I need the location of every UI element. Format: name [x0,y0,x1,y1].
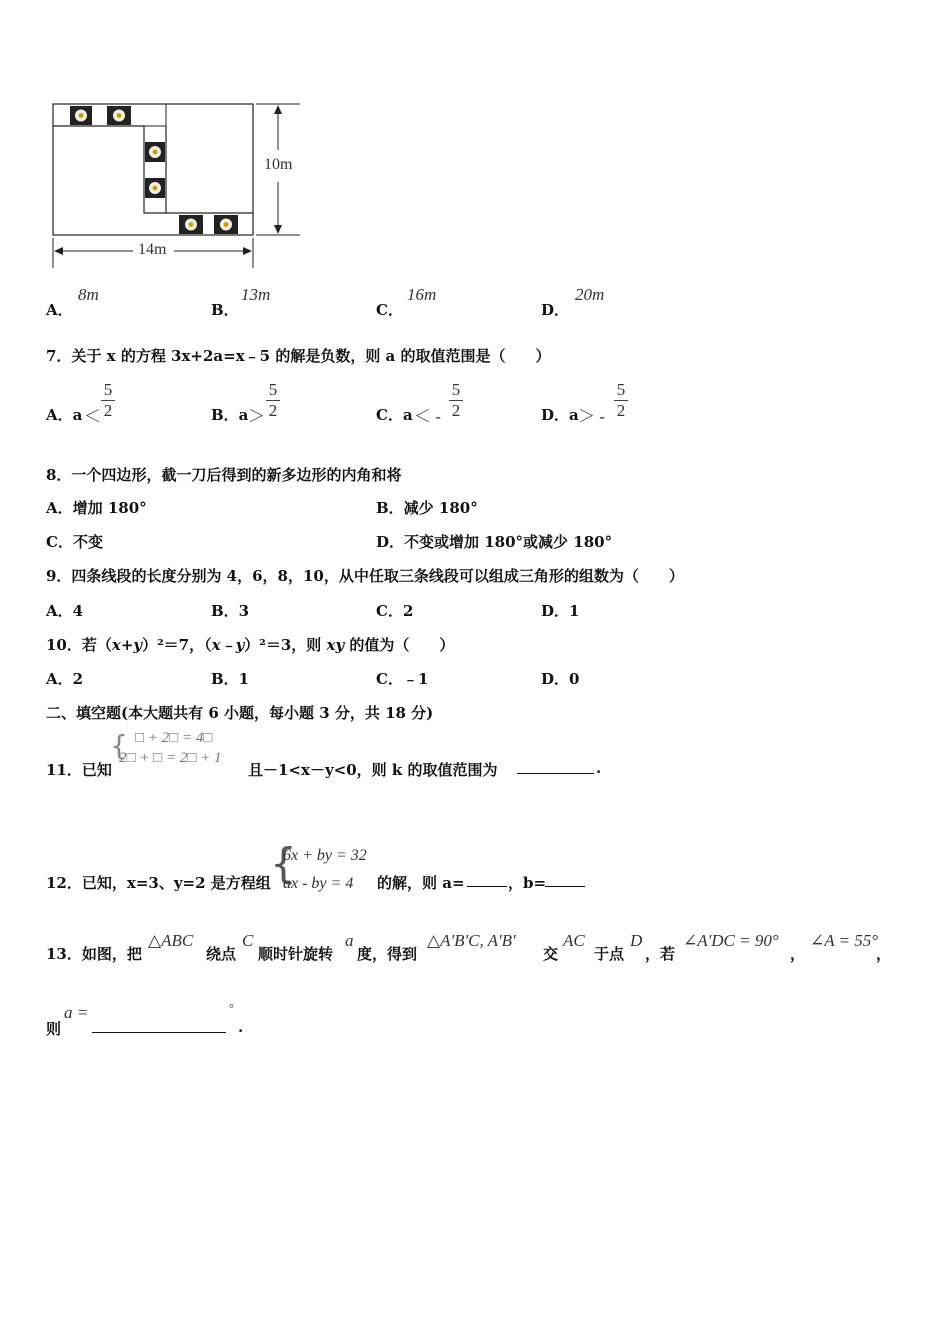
q12-sep: ，b= [508,874,547,892]
flower-tile [145,178,165,198]
q13-end: . [238,1018,244,1036]
q8-option-c: C．不变 [46,533,103,551]
q8-option-b: B．减少 180° [376,499,478,517]
q11-eq2: 2□ + □ = 2□ + 1 [119,750,222,766]
q13-degree: ° [229,1001,234,1015]
q13-a-eq: a = [64,1003,89,1022]
q7-option-c-letter: C．a [376,406,413,424]
q7-option-a-letter: A．a [46,406,83,424]
q7-option-a-fraction: 5 2 [101,381,115,420]
q8-option-d: D．不变或增加 180°或减少 180° [376,533,613,551]
q13-angle-adc: ∠A'DC = 90° [683,931,779,950]
q7-option-d-letter: D．a [541,406,579,424]
q9-option-d: D．1 [541,602,580,620]
q6-option-a-value: 8m [78,285,99,304]
q6-option-b-letter: B． [211,301,239,319]
q12-mid: 的解，则 a= [377,874,465,892]
flower-tile [107,106,131,125]
path-lower [53,126,253,213]
q12-prefix: 12．已知，x=3、y=2 是方程组 [46,874,271,892]
q13-triangle-abc: △ABC [148,931,194,950]
q13-t7: ，若 [645,945,676,963]
q6-option-d-value: 20m [575,285,605,304]
q7-option-b-fraction: 5 2 [266,381,280,420]
q10-option-b: B．1 [211,670,250,688]
flower-tile [70,106,92,125]
q13-t3: 顺时针旋转 [258,945,334,963]
q9-option-c: C．2 [376,602,414,620]
q11-answer-blank[interactable] [517,759,594,774]
q12-b-blank[interactable] [545,872,585,887]
q10-stem: 10．若（x+y）²＝7，（x﹣y）²＝3，则 xy 的值为（ ） [46,636,455,654]
q8-option-a: A．增加 180° [46,499,147,517]
flower-tile [179,215,203,234]
q8-stem: 8．一个四边形，截一刀后得到的新多边形的内角和将 [46,466,402,484]
height-label: 10m [264,156,293,173]
garden-figure-svg [48,98,308,270]
q12-brace: { [270,839,297,888]
q13-triangle-a-prime: △A'B'C, A'B' [427,931,516,950]
q13-comma2: ， [876,945,892,963]
flower-tile [145,142,165,162]
q7-option-a-rel: ＜ [84,407,101,426]
q9-option-a: A．4 [46,602,84,620]
q11-suffix: 且－1<x－y<0，则 k 的取值范围为 [248,761,498,779]
q6-option-a-letter: A． [46,301,73,319]
q7-option-d-rel: ＞ - [578,407,605,426]
q12-eq2: ax - by = 4 [283,875,354,892]
q13-line2-prefix: 则 [46,1020,62,1038]
q6-option-d-letter: D． [541,301,570,319]
q13-angle-a: ∠A = 55° [810,931,879,950]
q13-t5: 交 [543,945,559,963]
width-label: 14m [138,241,167,258]
q6-option-c-value: 16m [407,285,437,304]
q9-stem: 9．四条线段的长度分别为 4，6，8，10，从中任取三条线段可以组成三角形的组数为（ ） [46,567,684,585]
q7-option-b-letter: B．a [211,406,249,424]
q13-alpha: a [345,931,354,950]
garden-figure [48,98,308,270]
q13-t2: 绕点 [206,945,237,963]
q10-option-d: D．0 [541,670,580,688]
q13-t6: 于点 [594,945,625,963]
q10-option-a: A．2 [46,670,84,688]
q11-prefix: 11．已知 [46,761,112,779]
q7-option-b-rel: ＞ [248,407,265,426]
q7-option-c-fraction: 5 2 [449,381,463,420]
q10-option-c: C．﹣1 [376,670,429,688]
q11-end: . [596,759,602,777]
q12-eq1: 6x + by = 32 [283,847,367,864]
q13-comma1: ， [790,945,806,963]
q11-eq1: □ + 2□ = 4□ [135,730,213,746]
q7-option-c-rel: ＜ - [414,407,441,426]
q13-t4: 度，得到 [357,945,418,963]
q11-brace: { [110,729,128,762]
q6-option-c-letter: C． [376,301,403,319]
q13-point-c: C [242,931,254,950]
section-heading: 二、填空题(本大题共有 6 小题，每小题 3 分，共 18 分) [46,704,434,722]
q13-prefix: 13．如图，把 [46,945,142,963]
q13-answer-blank[interactable] [92,1018,226,1033]
q13-point-d: D [630,931,643,950]
q13-ac: AC [563,931,585,950]
q9-option-b: B．3 [211,602,250,620]
q7-option-d-fraction: 5 2 [614,381,628,420]
flower-tile [214,215,238,234]
q7-stem: 7．关于 x 的方程 3x+2a=x﹣5 的解是负数，则 a 的取值范围是（ ） [46,347,551,365]
q12-a-blank[interactable] [467,872,507,887]
q6-option-b-value: 13m [241,285,271,304]
